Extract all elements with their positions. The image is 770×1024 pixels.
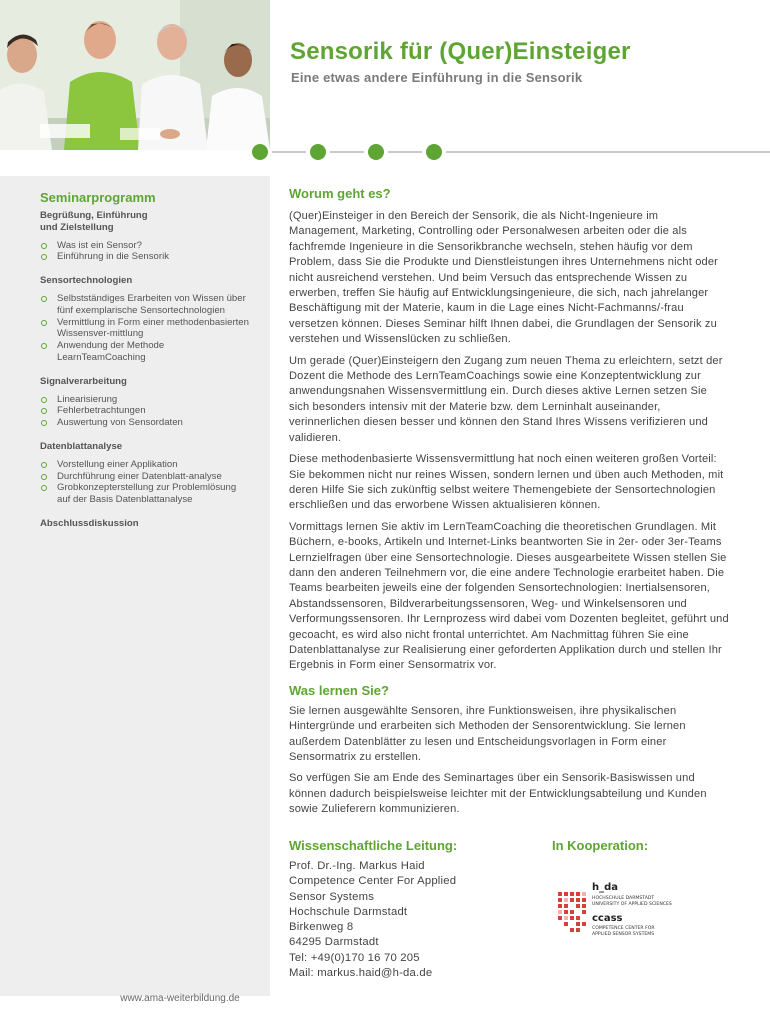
cooperation-heading: In Kooperation: xyxy=(552,838,649,853)
ccass-line: COMPETENCE CENTER FOR xyxy=(592,926,655,931)
seminar-program xyxy=(40,210,250,530)
hda-ccass-logo xyxy=(556,878,716,938)
program-item: Fehlerbetrachtungen xyxy=(40,405,250,417)
program-section-heading: Abschlussdiskussion xyxy=(40,517,139,529)
program-item: Linearisierung xyxy=(40,394,250,406)
meeting-photo-illustration xyxy=(0,0,270,150)
program-section-heading: Signalverarbeitung xyxy=(40,375,127,387)
contact-street: Birkenweg 8 xyxy=(289,921,354,934)
contact-email[interactable]: Mail: markus.haid@h-da.de xyxy=(289,967,433,980)
contact-lines xyxy=(289,859,529,981)
hda-line: UNIVERSITY OF APPLIED SCIENCES xyxy=(592,902,672,907)
program-item-list xyxy=(40,293,250,364)
program-item: Selbstständiges Erarbeiten von Wissen über fünf exemplarische Sensortechnologien xyxy=(40,293,250,317)
contact-heading: Wissenschaftliche Leitung: xyxy=(289,838,458,853)
program-item: Auswertung von Sensordaten xyxy=(40,417,250,429)
program-item: Einführung in die Sensorik xyxy=(40,251,250,263)
program-item-list xyxy=(40,459,250,506)
program-item: Vermittlung in Form einer methodenbasierten Wissensver-mittlung xyxy=(40,317,250,341)
program-item: Anwendung der Methode LearnTeamCoaching xyxy=(40,340,250,364)
program-item: Vorstellung einer Applikation xyxy=(40,459,250,471)
body-paragraph: Vormittags lernen Sie aktiv im LernTeamCoaching die theoretischen Grundlagen. Mit Büchern, e-books, Artikeln und Internet-Links beantworten Sie in 2er- oder 3er-Teams Lernzielfragen über eine Sensortechnologie. Dieses ausgearbeitete Wissen stellen Sie dann den anderen Teilnehmern vor, die eine andere Technologie erarbeitet haben. Die Teams bearbeiten jeweils eine der folgenden Sensortechnologien: Inertialsensoren, Abstandssensoren, Bildverarbeitungssensoren, Weg- und Winkelsensoren und Verformungssensoren. Ihr Lernprozess wird dabei vom Dozenten begleitet, geführt und gecoacht, es wird also nicht frontal unterrichtet. Am Nachmittag führen Sie eine Datenblattanalyse zur Realisierung einer geforderten Applikation durch und stellen Ihr Ergebnis in Form einer Sensormatrix vor. xyxy=(289,520,729,672)
program-section-heading: Sensortechnologien xyxy=(40,275,133,287)
header-photo xyxy=(0,0,270,150)
program-item-list xyxy=(40,240,250,264)
ccass-wordmark: ccass xyxy=(592,913,623,924)
main-content xyxy=(289,186,729,818)
contact-name: Prof. Dr.-Ing. Markus Haid xyxy=(289,860,425,872)
section-heading-lernen: Was lernen Sie? xyxy=(289,682,389,698)
body-paragraph: Sie lernen ausgewählte Sensoren, ihre Funktionsweisen, ihre physikalischen Hintergründe und erarbeiten sich Methoden der Sensorentwicklung. Sie lernen außerdem Datenblätter zu lesen und Entscheidungsvorlagen in Form einer Sensormatrix zu erstellen. xyxy=(289,704,686,763)
contact-org: Sensor Systems xyxy=(289,890,375,903)
body-paragraph: So verfügen Sie am Ende des Seminartages über ein Sensorik-Basiswissen und können dadurch beispielsweise leichter mit der Entwicklungsabteilung und Kunden sowie Zulieferern kommunizieren. xyxy=(289,772,707,816)
section-heading-worum: Worum geht es? xyxy=(289,186,391,201)
body-paragraph: Um gerade (Quer)Einsteigern den Zugang zum neuen Thema zu erleichtern, setzt der Dozent die Methode des LernTeamCoachings sowie eine Konzeptentwicklung zur anwendungsnahen Wissensvermittlung ein. Durch dieses aktive Lernen setzen Sie sich besonders intensiv mit der Materie bzw. dem Lerninhalt auseinander, verinnerlichen diesen besser und können den Stand Ihres Wissens verifizieren und validieren. xyxy=(289,354,723,444)
program-item: Grobkonzepterstellung zur Problemlösung auf der Basis Datenblattanalyse xyxy=(40,482,250,506)
program-item: Durchführung einer Datenblatt-analyse xyxy=(40,471,250,483)
page-title: Sensorik für (Quer)Einsteiger xyxy=(290,38,631,65)
contact-org: Competence Center For Applied xyxy=(289,875,457,888)
contact-city: 64295 Darmstadt xyxy=(289,936,379,949)
program-section-heading: Datenblattanalyse xyxy=(40,440,123,452)
hda-wordmark: h_da xyxy=(592,882,619,893)
decorative-dots-divider xyxy=(250,141,770,163)
body-paragraph: (Quer)Einsteiger in den Bereich der Sensorik, die als Nicht-Ingenieure im Management, Marketing, Controlling oder Personalwesen arbeiten oder die als fachfremde Ingenieure in die Sensorikbranche wechseln, stehen häufig vor dem Problem, dass Sie die Produkte und Dienstleistungen ihres Unternehmens nicht oder nicht ausreichend verstehen. Und beim Versuch das entsprechende Wissen zu erwerben, treffen Sie häufig auf Entwicklungsingenieure, die sich, nach jahrelanger Beschäftigung mit der Materie, kaum in die Lage eines Nicht-Fachmanns/-frau versetzen können. Dieses Seminar hilft Ihnen dabei, die Grundlagen der Sensorik zu verstehen und Wissenslücken zu schließen. xyxy=(289,210,719,346)
contact-org: Hochschule Darmstadt xyxy=(289,905,408,918)
program-section-heading: Begrüßung, Einführung und Zielstellung xyxy=(40,210,148,233)
body-paragraph: Diese methodenbasierte Wissensvermittlung hat noch einen weiteren großen Vorteil: Sie bekommen nicht nur reines Wissen, sondern lernen und üben auch Methoden, mit deren Hilfe Sie sich zukünftig selbst weitere Themengebiete der Sensortechnologien erschließen und das erworbene Wissen aktualisieren können. xyxy=(289,453,724,512)
sidebar-title: Seminarprogramm xyxy=(40,190,156,205)
hda-line: HOCHSCHULE DARMSTADT xyxy=(592,896,655,901)
ccass-line: APPLIED SENSOR SYSTEMS xyxy=(592,932,655,937)
contact-phone: Tel: +49(0)170 16 70 205 xyxy=(289,951,420,964)
page-subtitle: Eine etwas andere Einführung in die Sensorik xyxy=(291,70,583,85)
program-item: Was ist ein Sensor? xyxy=(40,240,250,252)
program-item-list xyxy=(40,394,250,429)
contact-block xyxy=(289,838,529,981)
cooperation-block xyxy=(552,838,752,853)
footer-url[interactable]: www.ama-weiterbildung.de xyxy=(120,993,240,1004)
